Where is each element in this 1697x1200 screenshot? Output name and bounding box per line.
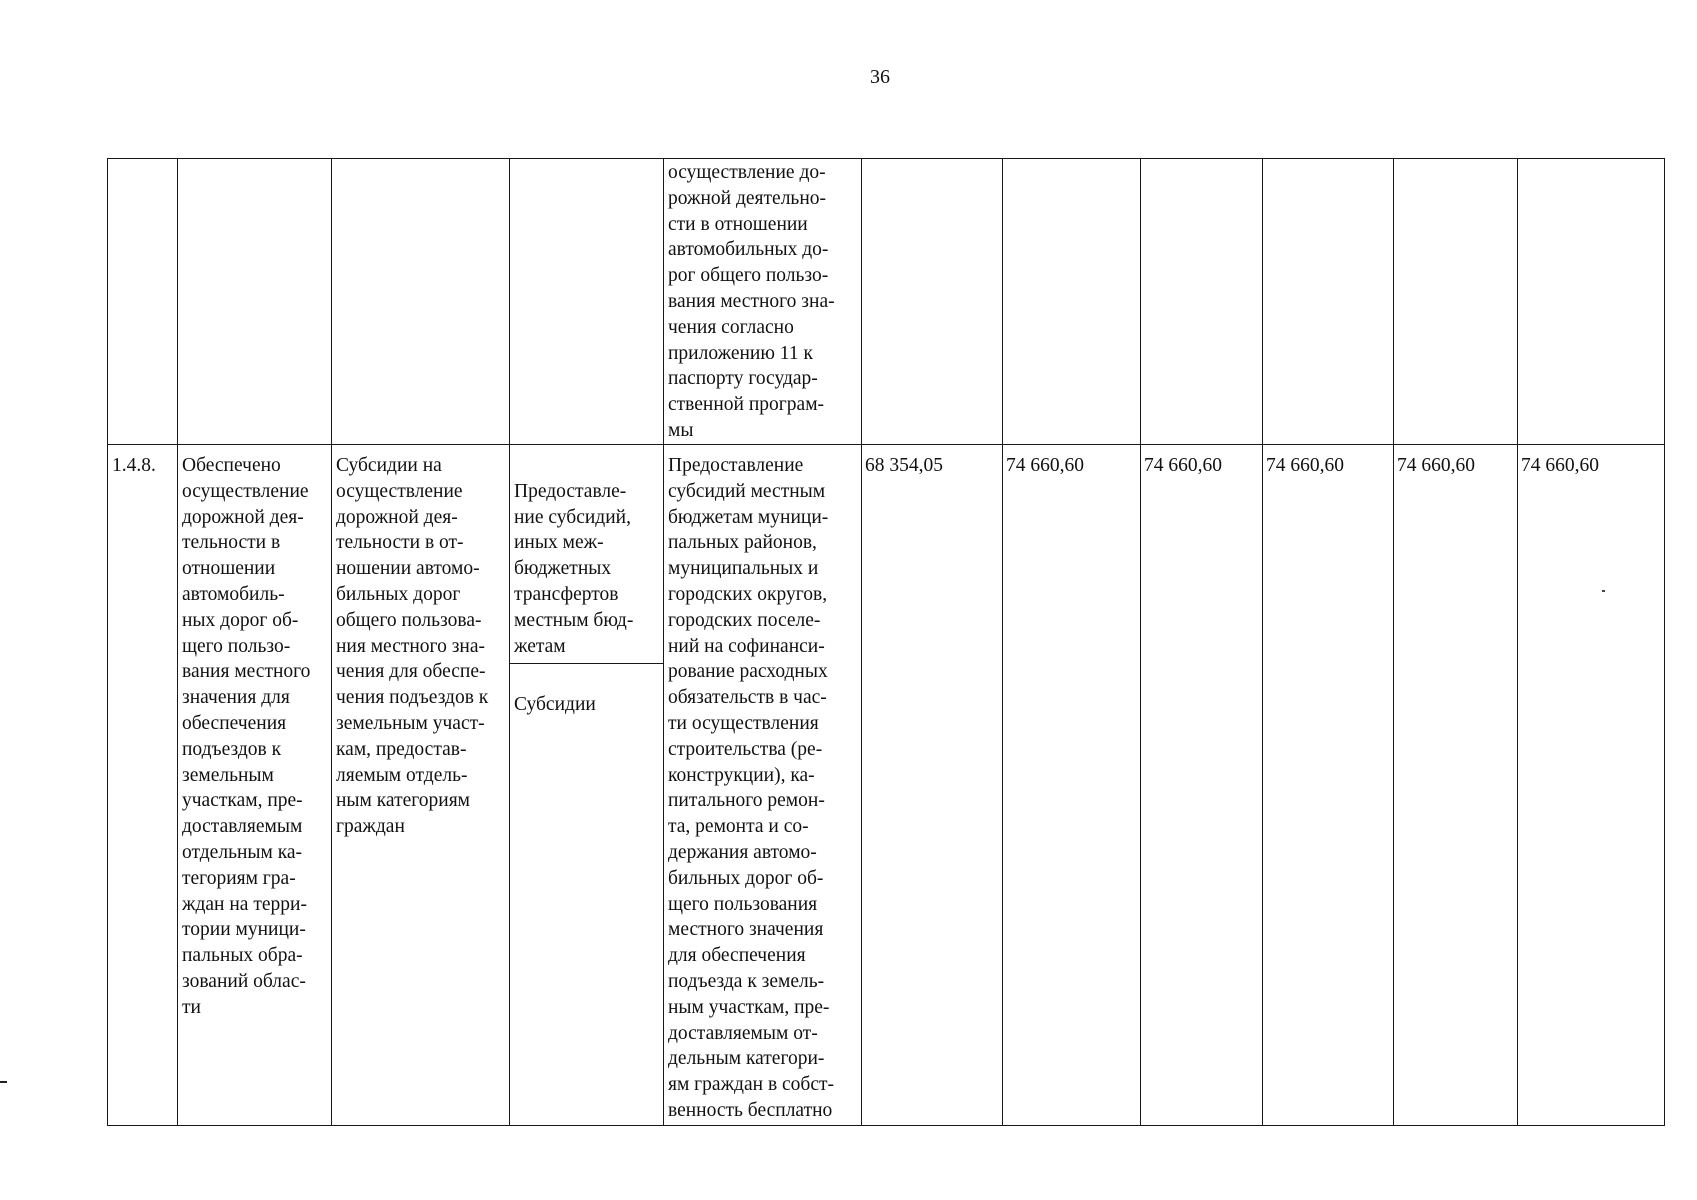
program-table bbox=[107, 158, 1665, 1126]
cell-value-1: 68 354,05 bbox=[862, 445, 1003, 1126]
cell-value bbox=[1141, 159, 1263, 445]
cell-value-4: 74 660,60 bbox=[1263, 445, 1394, 1126]
cell-code bbox=[108, 159, 178, 445]
cell-event: Субсидии на осуществление дорожной дея- тельности в от- ношении автомо- бильных дорог общего пользова- ния местного зна- чения для обеспе- чения подъездов к земельным участ- кам, предостав- ляемым отдель- ным категориям граждан bbox=[332, 445, 510, 1126]
cell-value bbox=[1518, 159, 1665, 445]
cell-value-3: 74 660,60 bbox=[1141, 445, 1263, 1126]
cell-result bbox=[178, 159, 332, 445]
cell-result: Обеспечено осуществление дорожной дея- тельности в отношении автомобиль- ных дорог об- щего пользо- вания местного значения для обеспечения подъездов к земельным участкам, пре- доставляемым отдельным ка- тегориям гра- ждан на терри- тории муници- пальных обра- зований облас- ти bbox=[178, 445, 332, 1126]
page-number: 36 bbox=[870, 66, 890, 88]
cell-value-5: 74 660,60 bbox=[1394, 445, 1518, 1126]
cell-description: осуществление до- рожной деятельно- сти в отношении автомобильных до- рог общего пользо- вания местного зна- чения согласно приложению 11 к паспорту государ- ственной програм- мы bbox=[664, 159, 862, 445]
table-row-1-4-8 bbox=[108, 445, 1665, 1126]
cell-value bbox=[1263, 159, 1394, 445]
scan-edge-mark bbox=[0, 1081, 7, 1083]
cell-description: Предоставление субсидий местным бюджетам муници- пальных районов, муниципальных и городских округов, городских поселе- ний на софинанси- рование расходных обязательств в час- ти осуществления строительства (ре- конструкции), ка- питального ремон- та, ремонта и со- держания автомо- бильных дорог об- щего пользования местного значения для обеспечения подъезда к земель- ным участкам, пре- доставляемым от- дельным категори- ям граждан в собст- венность бесплатно bbox=[664, 445, 862, 1126]
cell-value-2: 74 660,60 bbox=[1003, 445, 1141, 1126]
cell-value-6: 74 660,60 bbox=[1518, 445, 1665, 1126]
cell-value bbox=[862, 159, 1003, 445]
scan-speck bbox=[1602, 590, 1605, 592]
cell-type bbox=[510, 159, 664, 445]
cell-value bbox=[1394, 159, 1518, 445]
cell-value bbox=[1003, 159, 1141, 445]
cell-code: 1.4.8. bbox=[108, 445, 178, 1126]
cell-type-method: Предоставле- ние субсидий, иных меж- бюджетных трансфертов местным бюд- жетам bbox=[510, 471, 663, 664]
cell-type bbox=[510, 445, 664, 1126]
table-row-continuation bbox=[108, 159, 1665, 445]
cell-event bbox=[332, 159, 510, 445]
cell-type-kind: Субсидии bbox=[514, 693, 596, 715]
